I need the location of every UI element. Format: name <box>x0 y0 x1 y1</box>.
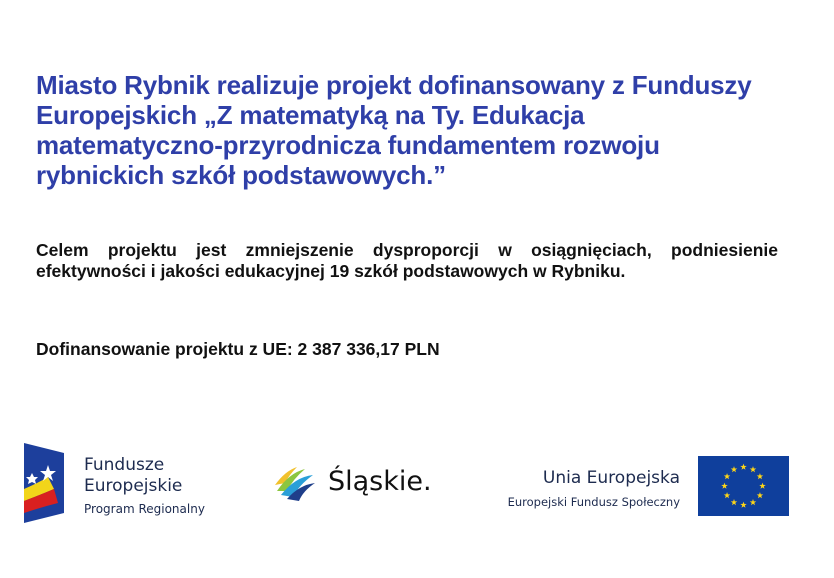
headline-line-2: Europejskich „Z matematyką na Ty. Edukacja <box>36 100 585 130</box>
ue-line-1: Unia Europejska <box>542 468 680 488</box>
fundusze-line-1: Fundusze <box>84 455 165 475</box>
eu-flag-icon <box>698 456 789 516</box>
fundusze-europejskie-flag-icon <box>24 443 68 523</box>
headline <box>36 70 796 190</box>
unia-europejska-logo <box>508 467 680 511</box>
ue-line-2: Europejski Fundusz Społeczny <box>507 495 680 509</box>
fundusze-line-3: Program Regionalny <box>84 502 205 516</box>
fundusze-europejskie-logo <box>84 455 205 519</box>
headline-line-3: matematyczno-przyrodnicza fundamentem rozwoju <box>36 130 660 160</box>
fundusze-line-2: Europejskie <box>84 476 183 496</box>
slaskie-logo-text: Śląskie. <box>328 466 432 497</box>
headline-line-1: Miasto Rybnik realizuje projekt dofinansowany z Funduszy <box>36 70 752 100</box>
headline-line-4: rybnickich szkół podstawowych.” <box>36 160 446 190</box>
funding-amount: Dofinansowanie projektu z UE: 2 387 336,17 PLN <box>36 339 440 359</box>
slaskie-wave-icon <box>271 463 317 501</box>
project-purpose: Celem projektu jest zmniejszenie dysproporcji w osiągnięciach, podniesienie efektywności i jakości edukacyjnej 19 szkół podstawowych w Rybniku. <box>36 240 778 281</box>
